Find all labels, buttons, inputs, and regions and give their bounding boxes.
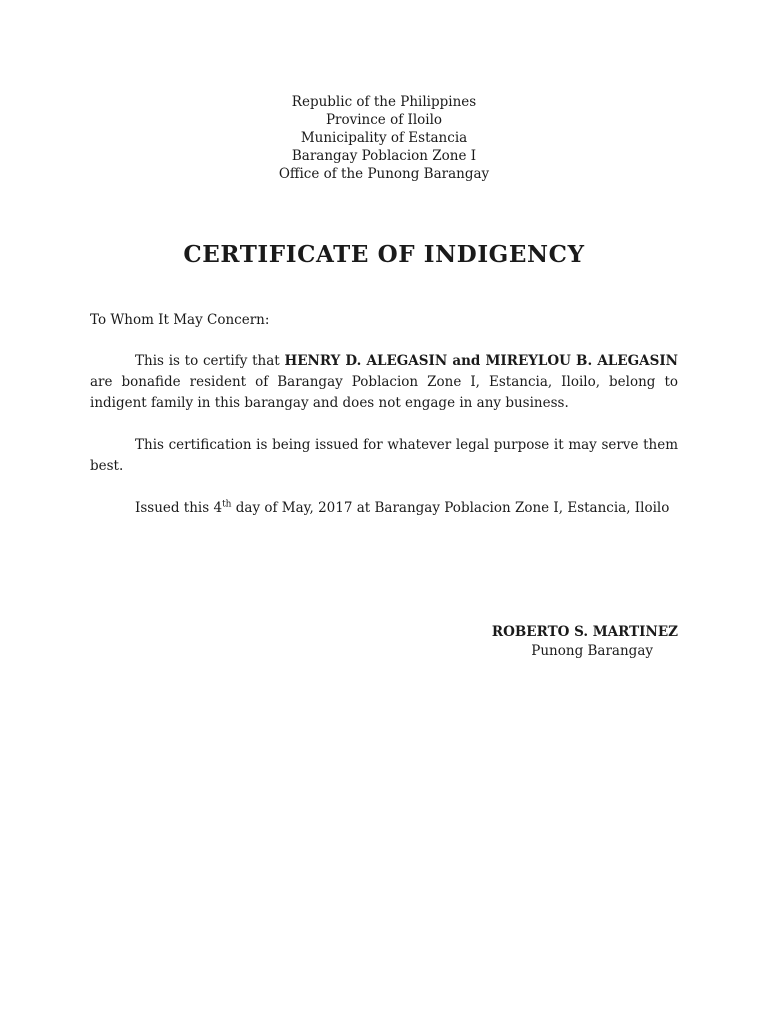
certification-prefix: This is to certify that: [135, 353, 285, 369]
signatory-name: ROBERTO S. MARTINEZ: [491, 624, 678, 640]
certification-suffix: are bonafide resident of Barangay Poblacion Zone I, Estancia, Iloilo, belong to indigent family in this barangay and does not engage in any business.: [90, 374, 678, 411]
issuance-suffix: day of May, 2017 at Barangay Poblacion Zone I, Estancia, Iloilo: [231, 500, 670, 516]
day-ordinal-suffix: th: [222, 499, 232, 510]
document-title: CERTIFICATE OF INDIGENCY: [183, 241, 585, 268]
purpose-paragraph: [90, 435, 678, 477]
salutation: To Whom It May Concern:: [90, 312, 270, 328]
purpose-text: This certification is being issued for whatever legal purpose it may serve them best.: [90, 437, 678, 474]
issuance-paragraph: [90, 498, 678, 519]
letterhead: [0, 93, 768, 183]
letterhead-line-barangay: Barangay Poblacion Zone I: [291, 148, 477, 164]
signatory-title: Punong Barangay: [531, 643, 653, 659]
letterhead-line-municipality: Municipality of Estancia: [300, 130, 468, 146]
issuance-prefix: Issued this 4: [135, 500, 223, 516]
resident-names: HENRY D. ALEGASIN and MIREYLOU B. ALEGASIN: [284, 353, 678, 369]
letterhead-line-province: Province of Iloilo: [325, 112, 443, 128]
letterhead-line-country: Republic of the Philippines: [291, 94, 477, 110]
letterhead-line-office: Office of the Punong Barangay: [278, 166, 490, 182]
certification-paragraph: [90, 351, 678, 414]
